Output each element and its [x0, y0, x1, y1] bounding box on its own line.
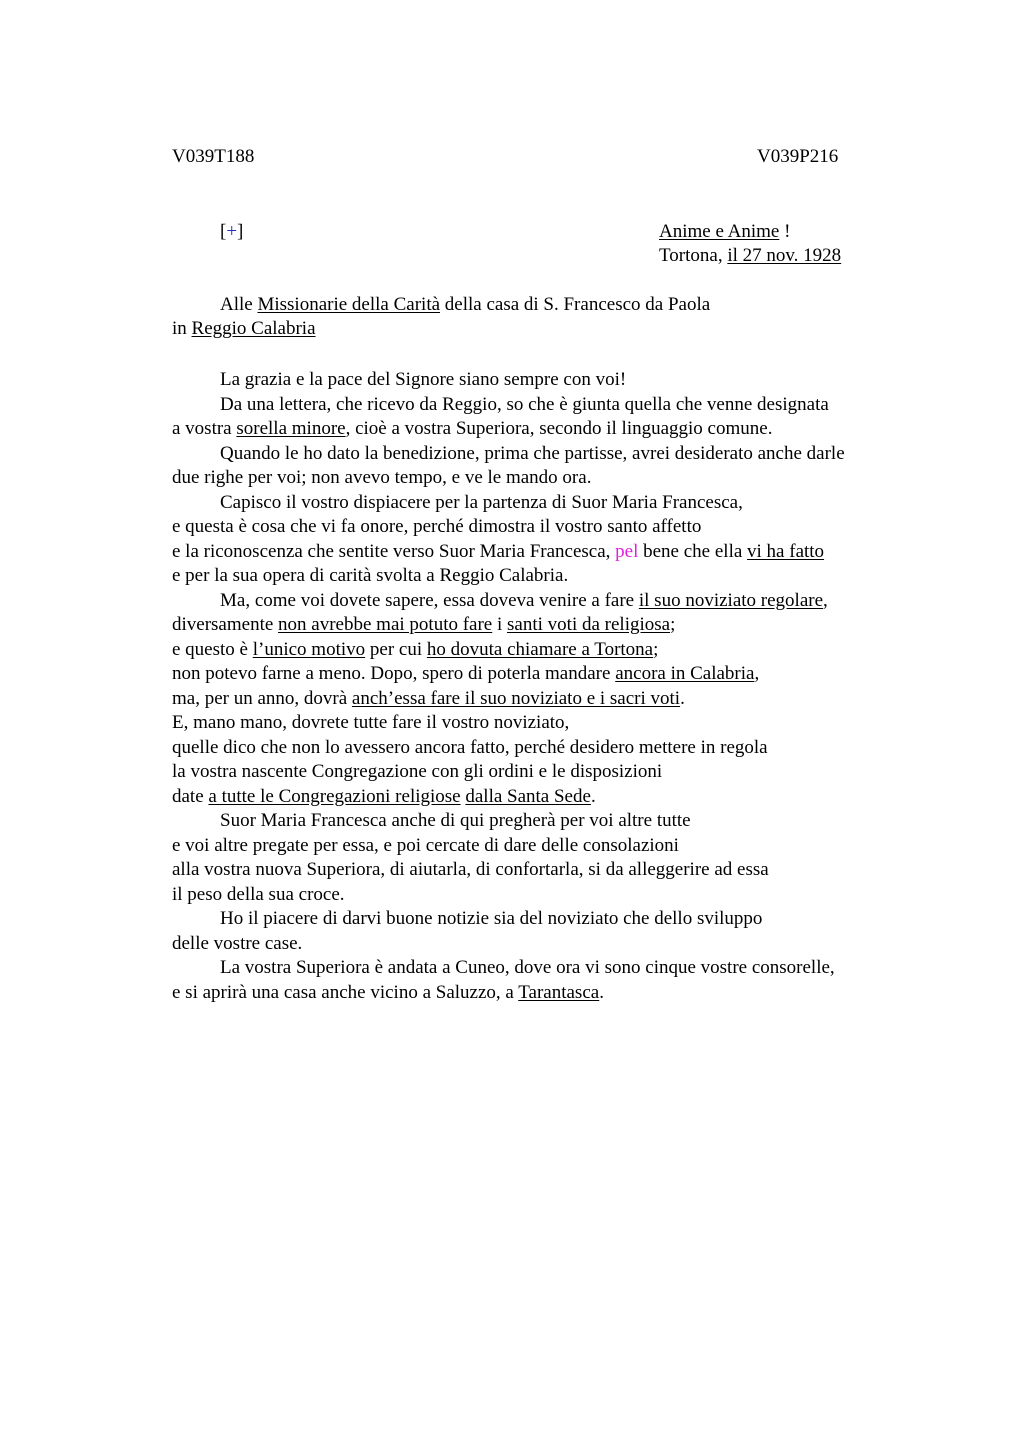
body-line [172, 809, 845, 834]
body-line [172, 589, 845, 614]
body-line [172, 687, 845, 712]
text-segment: e per la sua opera di carità svolta a Reggio Calabria. [172, 565, 569, 586]
body-line [172, 540, 845, 565]
body-line [172, 932, 845, 957]
text-segment: Ma, come voi dovete sapere, essa doveva venire a fare [220, 589, 639, 611]
text-segment: date [172, 785, 209, 807]
body-line [172, 907, 845, 932]
underlined-text: l’unico motivo [252, 638, 366, 660]
address-line-1 [220, 294, 710, 316]
underlined-text: non avrebbe mai potuto fare [278, 614, 493, 635]
text-segment: per cui [365, 638, 427, 660]
text-segment: i [492, 614, 508, 635]
underlined-text: a tutte le Congregazioni religiose [208, 785, 461, 807]
address-line-2 [172, 318, 316, 340]
body-line [172, 368, 845, 393]
body-line [172, 981, 845, 1006]
address-mid: della casa di S. Francesco da Paola [440, 294, 711, 315]
plus-icon[interactable]: + [226, 221, 238, 242]
place-and-date [659, 245, 841, 267]
text-segment: e questo è [172, 638, 253, 660]
text-segment: Quando le ho dato la benedizione, prima che partisse, avrei desiderato anche darle [220, 442, 845, 464]
addressee: Missionarie della Carità [257, 294, 441, 315]
body-line [172, 736, 845, 761]
underlined-text: Tarantasca [518, 981, 600, 1003]
body-line [172, 638, 845, 663]
document-code-left: V039T188 [172, 146, 255, 167]
marker-close-bracket: ] [237, 221, 244, 242]
underlined-text: sorella minore [236, 418, 346, 439]
underlined-text: vi ha fatto [747, 540, 825, 562]
address-line2-prefix: in [172, 318, 192, 339]
body-line [172, 785, 845, 810]
text-segment: . [680, 687, 685, 709]
text-segment: Suor Maria Francesca anche di qui pregherà per voi altre tutte [220, 810, 691, 831]
body-line [172, 564, 845, 589]
body-line [172, 883, 845, 908]
underlined-text: ancora in Calabria [615, 663, 755, 684]
text-segment: . [599, 981, 604, 1003]
body-line [172, 515, 845, 540]
title-suffix: ! [779, 221, 791, 242]
body-line [172, 442, 845, 467]
text-segment: Capisco il vostro dispiacere per la partenza di Suor Maria Francesca, [220, 491, 743, 513]
text-segment: delle vostre case. [172, 932, 303, 954]
body-line [172, 613, 845, 638]
underlined-text: santi voti da religiosa [507, 614, 671, 635]
title-text: Anime e Anime [659, 221, 780, 242]
text-segment: . [590, 785, 596, 807]
underlined-text: dalla Santa Sede [465, 785, 591, 807]
letter-title [659, 221, 790, 243]
text-segment: ma, per un anno, dovrà [172, 687, 352, 709]
text-segment: e la riconoscenza che sentite verso Suor Maria Francesca, [172, 540, 616, 562]
marker-open-bracket: [ [220, 221, 227, 242]
text-segment: Ho il piacere di darvi buone notizie sia del noviziato che dello sviluppo [220, 908, 763, 929]
text-segment: , [823, 589, 828, 611]
highlighted-text: pel [615, 540, 639, 562]
text-segment: il peso della sua croce. [172, 883, 345, 905]
text-segment: e voi altre pregate per essa, e poi cercate di dare delle consolazioni [172, 834, 679, 856]
body-line [172, 393, 845, 418]
text-segment: e questa è cosa che vi fa onore, perché dimostra il vostro santo affetto [172, 516, 702, 537]
body-line [172, 711, 845, 736]
text-segment: ; [653, 638, 659, 660]
text-segment: quelle dico che non lo avessero ancora fatto, perché desidero mettere in regola [172, 736, 768, 758]
letter-body [172, 368, 845, 1005]
body-line [172, 662, 845, 687]
underlined-text: ho dovuta chiamare a Tortona [426, 638, 654, 660]
body-line [172, 956, 845, 981]
date: il 27 nov. 1928 [727, 245, 842, 266]
address-prefix: Alle [220, 294, 258, 315]
text-segment: bene che ella [638, 540, 748, 562]
text-segment: due righe per voi; non avevo tempo, e ve le mando ora. [172, 467, 592, 488]
underlined-text: il suo noviziato regolare [638, 589, 824, 611]
document-code-right: V039P216 [757, 146, 839, 167]
text-segment: La vostra Superiora è andata a Cuneo, dove ora vi sono cinque vostre consorelle, [220, 957, 835, 978]
text-segment: a vostra [172, 418, 237, 439]
body-line [172, 858, 845, 883]
text-segment: E, mano mano, dovrete tutte fare il vostro noviziato, [172, 712, 570, 733]
text-segment: non potevo farne a meno. Dopo, spero di poterla mandare [172, 663, 616, 684]
text-segment: ; [670, 614, 676, 635]
text-segment: , [754, 663, 760, 684]
place: Tortona, [659, 245, 728, 266]
body-line [172, 491, 845, 516]
text-segment: alla vostra nuova Superiora, di aiutarla, di confortarla, si da alleggerire ad essa [172, 859, 769, 880]
address-city: Reggio Calabria [191, 318, 316, 339]
plus-marker[interactable] [220, 221, 243, 243]
text-segment: la vostra nascente Congregazione con gli ordini e le disposizioni [172, 761, 663, 782]
text-segment: e si aprirà una casa anche vicino a Saluzzo, a [172, 981, 519, 1003]
text-segment: Da una lettera, che ricevo da Reggio, so che è giunta quella che venne designata [220, 393, 829, 415]
body-line [172, 760, 845, 785]
body-line [172, 834, 845, 859]
text-segment: La grazia e la pace del Signore siano sempre con voi! [220, 369, 627, 390]
underlined-text: anch’essa fare il suo noviziato e i sacri voti [351, 687, 681, 709]
text-segment: , cioè a vostra Superiora, secondo il linguaggio comune. [345, 418, 773, 439]
text-segment: diversamente [172, 614, 279, 635]
body-line [172, 466, 845, 491]
body-line [172, 417, 845, 442]
